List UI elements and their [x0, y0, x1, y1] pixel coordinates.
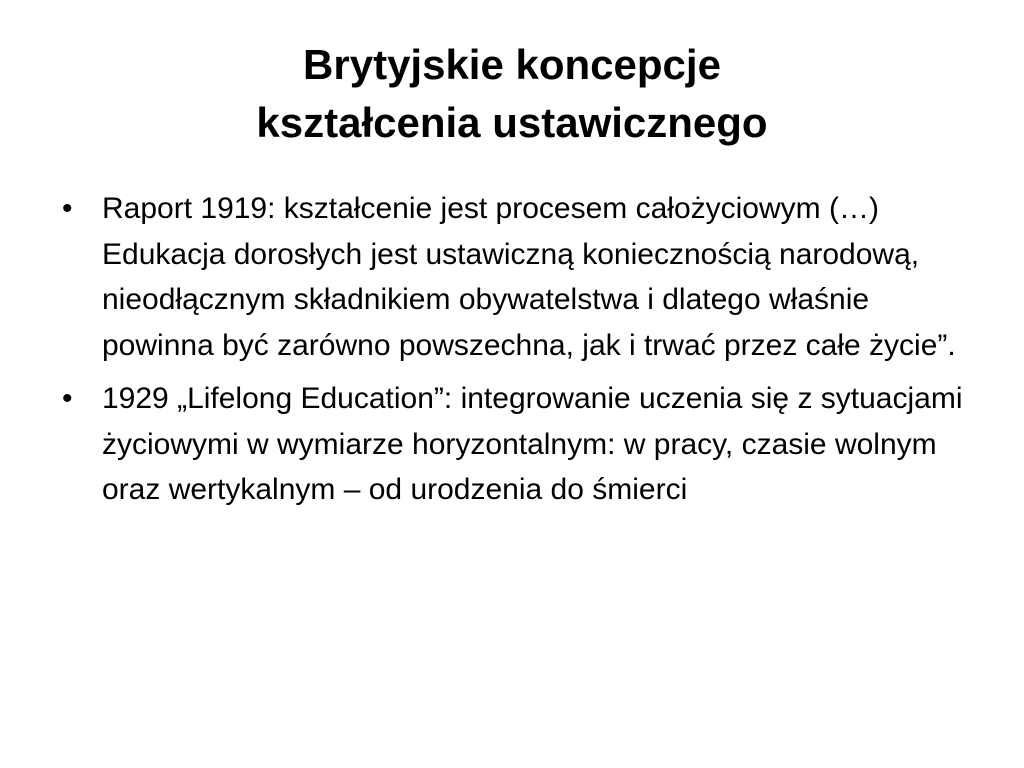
bullet-text-2: 1929 „Lifelong Education”: integrowanie uczenia się z sytuacjami życiowymi w wymiarze horyzontalnym: w pracy, czasie wolnym oraz wertykalnym – od urodzenia do śmierci [102, 382, 963, 506]
slide-title-line-1: Brytyjskie koncepcje [303, 41, 721, 88]
bullet-item-2 [58, 376, 978, 513]
bullet-item-1 [58, 186, 978, 368]
bullet-marker-icon: • [62, 192, 73, 225]
bullet-marker-icon: • [62, 382, 73, 415]
slide-title-line-2: kształcenia ustawicznego [256, 99, 768, 146]
bullet-list [58, 186, 978, 521]
slide-title [60, 36, 964, 152]
bullet-text-1: Raport 1919: kształcenie jest procesem całożyciowym (…) Edukacja dorosłych jest ustawiczną koniecznością narodową, nieodłącznym składnikiem obywatelstwa i dlatego właśnie powinna być zarówno powszechna, jak i trwać przez całe życie”. [102, 192, 956, 362]
